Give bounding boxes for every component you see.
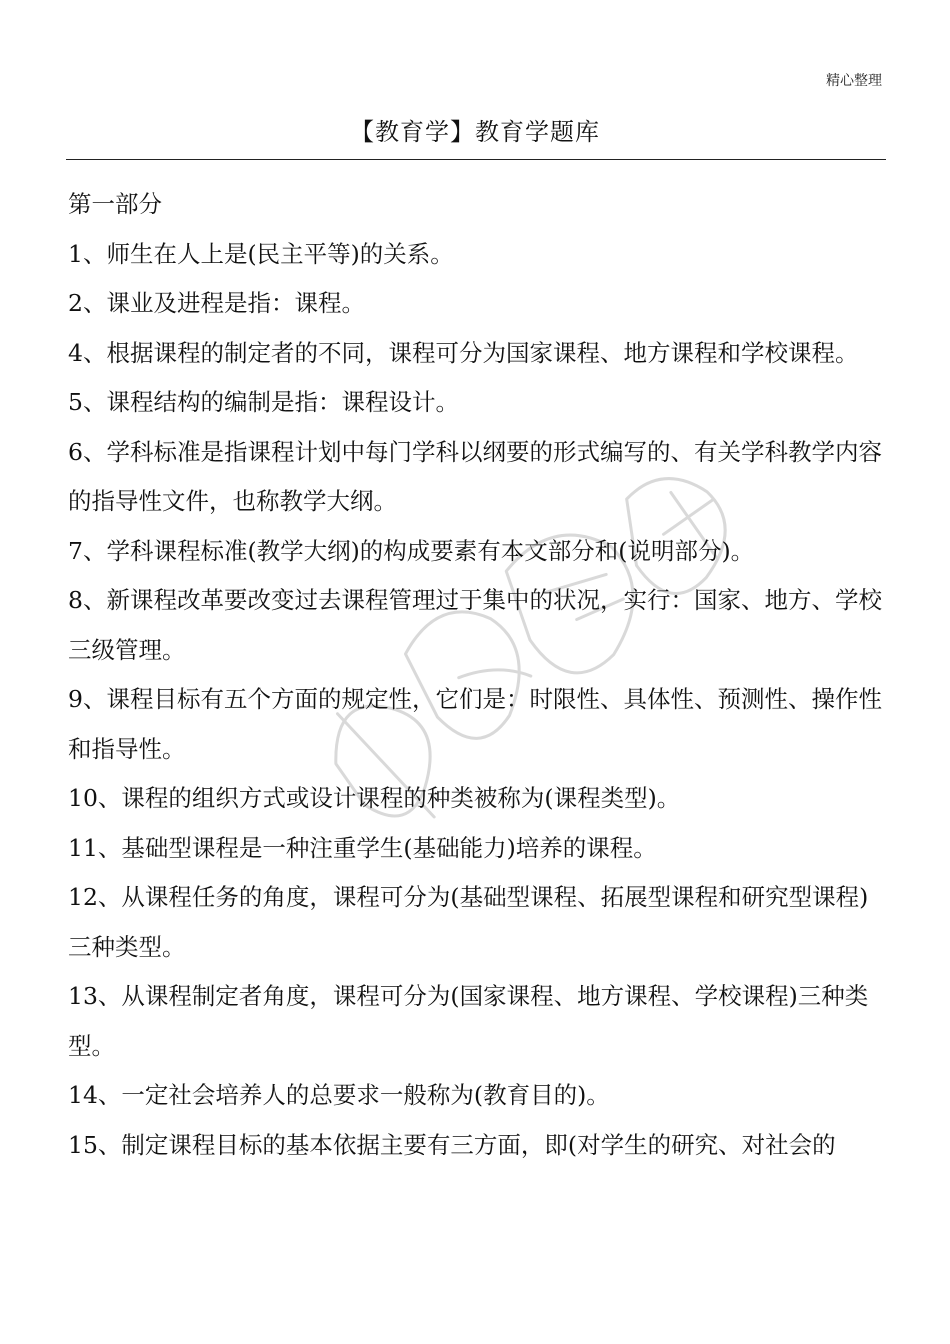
question-item: 9、课程目标有五个方面的规定性，它们是：时限性、具体性、预测性、操作性和指导性。 bbox=[68, 685, 882, 763]
section-heading: 第一部分 bbox=[68, 190, 162, 218]
question-item: 15、制定课程目标的基本依据主要有三方面，即(对学生的研究、对社会的 bbox=[68, 1130, 836, 1159]
question-item: 4、根据课程的制定者的不同，课程可分为国家课程、地方课程和学校课程。 bbox=[68, 338, 859, 367]
question-item: 6、学科标准是指课程计划中每门学科以纲要的形式编写的、有关学科教学内容的指导性文件，也称教学大纲。 bbox=[68, 437, 882, 515]
question-item: 1、师生在人上是(民主平等)的关系。 bbox=[68, 239, 454, 268]
title-divider bbox=[66, 159, 886, 160]
question-item: 2、课业及进程是指：课程。 bbox=[68, 289, 365, 317]
question-item: 13、从课程制定者角度，课程可分为(国家课程、地方课程、学校课程)三种类型。 bbox=[68, 982, 869, 1060]
question-item: 10、课程的组织方式或设计课程的种类被称为(课程类型)。 bbox=[68, 784, 681, 812]
question-item: 5、课程结构的编制是指：课程设计。 bbox=[68, 388, 459, 416]
question-item: 12、从课程任务的角度，课程可分为(基础型课程、拓展型课程和研究型课程)三种类型。 bbox=[68, 883, 869, 961]
question-item: 8、新课程改革要改变过去课程管理过于集中的状况，实行：国家、地方、学校三级管理。 bbox=[68, 586, 882, 664]
question-item: 11、基础型课程是一种注重学生(基础能力)培养的课程。 bbox=[68, 833, 657, 862]
document-body bbox=[68, 180, 886, 1170]
header-note: 精心整理 bbox=[826, 73, 882, 89]
document-title: 【教育学】教育学题库 bbox=[350, 118, 600, 146]
question-item: 7、学科课程标准(教学大纲)的构成要素有本文部分和(说明部分)。 bbox=[68, 536, 755, 565]
question-item: 14、一定社会培养人的总要求一般称为(教育目的)。 bbox=[68, 1081, 610, 1109]
